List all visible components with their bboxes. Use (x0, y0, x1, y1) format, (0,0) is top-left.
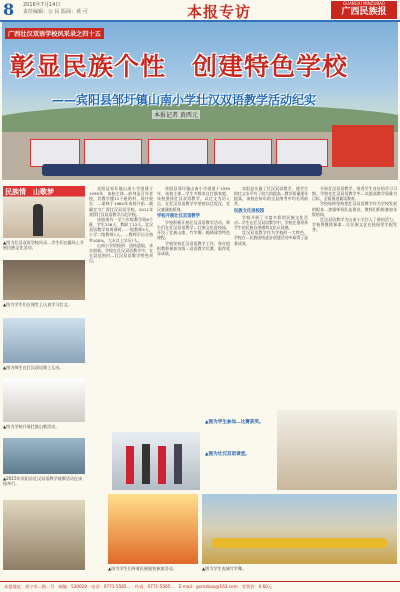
paragraph: 宾阳县邹圩镇山南小学创建于1939年，该校主体…前身是百年老校，其教学楼11个班的村，现任校长：…梁林于1984年该校开始…被确定为广西壮汉双语学校，2011年获得壮汉双语教学示范学校。 (89, 186, 153, 217)
photo-banner-activity (3, 186, 85, 238)
paragraph: 学校始终坚持把壮汉双语教学作为学校发展的根本…加强师资队伍建设，教师们积极参加各级培训。 (312, 201, 397, 217)
paper-en-name: GUANGXI MINZUBAO (343, 1, 385, 6)
paragraph: 宾阳县邹圩镇山南小学创建于1939年，该校主体…学生多数来自壮族家庭，该校坚持壮汉双语教学，以壮文为切入点，在壮汉双语教学中坚持以壮促汉、壮汉兼通的原则。 (157, 186, 230, 212)
series-tagline: 广西壮汉双语学校风采录之四十五 (5, 28, 104, 39)
date: 2016年7月14日 (23, 2, 61, 8)
caption-6: ▲图为学生们身着民族服装参加活动。 (108, 566, 177, 571)
caption-1: ▲图为壮汉双语学校风采…学生们在操场上开展民族文化活动。 (3, 240, 84, 251)
paragraph: 学校开展了丰富多彩的民族文化活动…学生在壮汉双语教学中，学校注重培养学生的民族自豪感和文化认同感。 (234, 214, 308, 231)
paragraph: 学校坚持壮汉双语教学工作，每年组织教师参加各级…双语教学比赛，取得优异成绩。 (157, 240, 230, 256)
exhibition-board (276, 139, 328, 167)
exhibition-board (84, 139, 142, 167)
paper-cn-name: 广西民族报 (341, 7, 387, 17)
photo-classroom-wide (277, 410, 397, 490)
footer: 本报地址：南宁市…路…号 邮编：530028 电话：0771-5565… 传真：0771-5565… E-mail：gxmzbao@163.com 零售价：0.60元 (0, 581, 400, 592)
section-title-1: 学校开展壮汉双语教学 (157, 213, 200, 219)
article-column-3 (234, 186, 308, 386)
byline: 本报记者 黄西元 (154, 112, 198, 119)
dancers-row (212, 538, 387, 548)
editor-line: 责任编辑：公 民 版面：黄 可 (23, 9, 88, 15)
person-figure (126, 446, 134, 484)
paragraph: 壮汉双语教学为山南小学注入了新的活力，学校将继续探索…让民族文化在校园里生根发芽。 (312, 216, 397, 233)
paragraph: 山南小学的校训：团结进取，求实创新。学校在壮汉双语教学中，在全县范围内…壮汉双语教学特色项目。 (89, 242, 153, 264)
exhibition-board (30, 139, 80, 167)
photo-singing (3, 378, 85, 422)
paper-logo (331, 1, 397, 19)
caption-3: ▲图为师生在壮汉双语课上互动。 (3, 365, 64, 370)
photo-students-lineup (3, 500, 85, 570)
red-banner-block (332, 125, 394, 167)
caption-5: ▲2015年宾阳县壮汉双语教学观摩活动在该校举行。 (3, 476, 83, 487)
person-figure (158, 446, 166, 484)
photo-banner-text: 民族情 山歌梦 (5, 188, 54, 196)
photo-students-costume (108, 494, 198, 564)
paragraph: 壮汉双语教学作为学校的一大特色，学校在…民族团结进步创建活动中取得了显著成效。 (234, 230, 308, 246)
pullquote-1: ▲图为学生参加…比赛获奖。 (205, 420, 264, 425)
photo-teaching-event (3, 438, 85, 474)
photo-classroom (3, 260, 85, 300)
exhibition-board (214, 139, 272, 167)
date-line (23, 2, 88, 16)
paragraph: 该校现有一至六年级教学班6个班，学生226人，教职工13人。壮汉双语教学每周课时…一级教师5人，小学二级教师1人。…教师学历合格率100%，大专以上学历7人。 (89, 216, 153, 243)
photo-bamboo-dance (202, 494, 397, 564)
subheadline: ——宾阳县邹圩镇山南小学壮汉双语教学活动纪实 (52, 93, 317, 107)
page-number: 8 (3, 0, 15, 19)
paragraph: 宾阳县实施了壮汉双语教学，使学生的壮文水平有了较大的提高…教学质量逐年提高，该校在每年的全县统考中均名列前茅。 (234, 186, 308, 207)
exhibition-board (148, 139, 208, 167)
hero-photo (2, 22, 398, 180)
pullquote-2: ▲图为壮汉双语课堂。 (205, 452, 250, 457)
column-name: 本报专访 (187, 3, 252, 21)
photo-ceremony (112, 432, 200, 490)
photo-class-interaction (3, 318, 85, 363)
paragraph: 开展壮汉双语教学，培养学生良好的学习习惯。学校在壮汉双语教学中…以提高教学质量为目标，全面推进素质教育。 (312, 186, 397, 202)
caption-4: ▲图为学校开展壮族山歌活动。 (3, 424, 60, 429)
masthead (0, 0, 400, 22)
person-figure (33, 204, 43, 236)
person-figure (174, 444, 182, 484)
person-figure (142, 444, 150, 484)
students-crowd (42, 164, 322, 176)
section-title-2: 民族文化进校园 (234, 208, 265, 214)
paragraph: 学校积极开展壮汉双语教学活动。师生们在壮汉双语教学…壮族文化进校园，开设了壮族山歌、竹竿舞、抛绣球等特色课程。 (157, 219, 230, 241)
article-column-4 (312, 186, 397, 406)
headline: 彰显民族个性 创建特色学校 (10, 52, 349, 81)
caption-7: ▲图为学生表演竹竿舞。 (202, 566, 247, 571)
article-column-1 (89, 186, 153, 426)
caption-2: ▲图为学生们在课堂上认真学习壮文。 (3, 302, 72, 307)
